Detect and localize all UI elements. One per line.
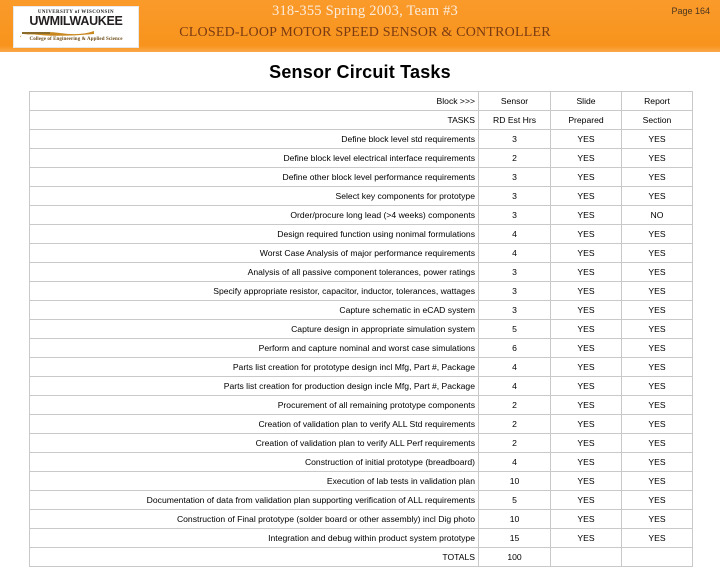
task-name-cell: Define other block level performance requirements: [30, 168, 479, 187]
task-hours-cell: 6: [479, 339, 551, 358]
slide-prepared-cell: YES: [551, 491, 622, 510]
deck-title: 318-355 Spring 2003, Team #3: [272, 3, 458, 19]
task-name-cell: Define block level std requirements: [30, 130, 479, 149]
task-name-cell: Parts list creation for prototype design incl Mfg, Part #, Package: [30, 358, 479, 377]
task-name-cell: Construction of Final prototype (solder board or other assembly) incl Dig photo: [30, 510, 479, 529]
task-name-cell: Specify appropriate resistor, capacitor, inductor, tolerances, wattages: [30, 282, 479, 301]
table-header-row-2: [30, 111, 693, 130]
task-name-cell: Select key components for prototype: [30, 187, 479, 206]
task-name-cell: Creation of validation plan to verify ALL Perf requirements: [30, 434, 479, 453]
table-row: [30, 187, 693, 206]
task-hours-cell: 2: [479, 415, 551, 434]
table-row: [30, 206, 693, 225]
slide-prepared-cell: YES: [551, 472, 622, 491]
task-hours-cell: 4: [479, 358, 551, 377]
task-hours-cell: 2: [479, 149, 551, 168]
table-row: [30, 529, 693, 548]
totals-label: TOTALS: [30, 548, 479, 567]
slide-prepared-cell: YES: [551, 282, 622, 301]
header-prepared: Prepared: [551, 111, 622, 130]
table-row: [30, 358, 693, 377]
report-section-cell: YES: [622, 491, 693, 510]
task-name-cell: Analysis of all passive component tolerances, power ratings: [30, 263, 479, 282]
task-name-cell: Procurement of all remaining prototype components: [30, 396, 479, 415]
table-row: [30, 472, 693, 491]
header-section: Section: [622, 111, 693, 130]
logo-swoosh-icon: [20, 30, 94, 38]
task-name-cell: Parts list creation for production design incle Mfg, Part #, Package: [30, 377, 479, 396]
slide-prepared-cell: YES: [551, 377, 622, 396]
report-section-cell: YES: [622, 472, 693, 491]
task-name-cell: Capture schematic in eCAD system: [30, 301, 479, 320]
table-row: [30, 320, 693, 339]
totals-row: [30, 548, 693, 567]
slide-prepared-cell: YES: [551, 301, 622, 320]
slide-prepared-cell: YES: [551, 263, 622, 282]
table-row: [30, 168, 693, 187]
header-block-slide: Slide: [551, 92, 622, 111]
table-row: [30, 244, 693, 263]
task-hours-cell: 10: [479, 472, 551, 491]
task-hours-cell: 4: [479, 225, 551, 244]
task-hours-cell: 10: [479, 510, 551, 529]
slide-prepared-cell: YES: [551, 529, 622, 548]
table-row: [30, 282, 693, 301]
task-hours-cell: 3: [479, 282, 551, 301]
task-name-cell: Define block level electrical interface requirements: [30, 149, 479, 168]
table-row: [30, 263, 693, 282]
header-banner: [0, 0, 720, 52]
page-number: Page 164: [671, 6, 710, 16]
task-name-cell: Construction of initial prototype (breadboard): [30, 453, 479, 472]
task-hours-cell: 3: [479, 206, 551, 225]
task-hours-cell: 3: [479, 168, 551, 187]
task-hours-cell: 2: [479, 396, 551, 415]
totals-report: [622, 548, 693, 567]
totals-hours: 100: [479, 548, 551, 567]
table-row: [30, 491, 693, 510]
table-row: [30, 415, 693, 434]
task-name-cell: Creation of validation plan to verify ALL Std requirements: [30, 415, 479, 434]
table-row: [30, 301, 693, 320]
report-section-cell: YES: [622, 282, 693, 301]
slide-prepared-cell: YES: [551, 453, 622, 472]
table-row: [30, 225, 693, 244]
slide-prepared-cell: YES: [551, 396, 622, 415]
deck-subtitle: CLOSED-LOOP MOTOR SPEED SENSOR & CONTROLLER: [179, 25, 551, 40]
table-row: [30, 453, 693, 472]
slide-prepared-cell: YES: [551, 168, 622, 187]
report-section-cell: YES: [622, 187, 693, 206]
task-hours-cell: 5: [479, 491, 551, 510]
task-name-cell: Integration and debug within product system prototype: [30, 529, 479, 548]
task-hours-cell: 2: [479, 434, 551, 453]
page-title: Sensor Circuit Tasks: [269, 62, 451, 82]
slide-prepared-cell: YES: [551, 244, 622, 263]
table-row: [30, 339, 693, 358]
logo-college-line: College of Engineering & Applied Science: [29, 37, 123, 42]
report-section-cell: YES: [622, 415, 693, 434]
report-section-cell: YES: [622, 339, 693, 358]
slide-prepared-cell: YES: [551, 206, 622, 225]
slide-prepared-cell: YES: [551, 149, 622, 168]
task-hours-cell: 3: [479, 301, 551, 320]
report-section-cell: YES: [622, 320, 693, 339]
task-name-cell: Design required function using nonimal formulations: [30, 225, 479, 244]
task-hours-cell: 4: [479, 377, 551, 396]
table-header-row-1: [30, 92, 693, 111]
slide-prepared-cell: YES: [551, 187, 622, 206]
slide-prepared-cell: YES: [551, 339, 622, 358]
totals-slide: [551, 548, 622, 567]
table-row: [30, 130, 693, 149]
report-section-cell: YES: [622, 168, 693, 187]
header-tasks-label: TASKS: [30, 111, 479, 130]
header-block-report: Report: [622, 92, 693, 111]
report-section-cell: YES: [622, 434, 693, 453]
report-section-cell: YES: [622, 358, 693, 377]
report-section-cell: YES: [622, 529, 693, 548]
task-name-cell: Order/procure long lead (>4 weeks) components: [30, 206, 479, 225]
task-name-cell: Perform and capture nominal and worst case simulations: [30, 339, 479, 358]
task-name-cell: Worst Case Analysis of major performance requirements: [30, 244, 479, 263]
table-row: [30, 149, 693, 168]
task-hours-cell: 5: [479, 320, 551, 339]
sensor-circuit-tasks-table: [29, 91, 693, 567]
header-block-label: Block >>>: [30, 92, 479, 111]
table-row: [30, 377, 693, 396]
task-hours-cell: 3: [479, 263, 551, 282]
task-hours-cell: 4: [479, 453, 551, 472]
slide-prepared-cell: YES: [551, 320, 622, 339]
report-section-cell: YES: [622, 149, 693, 168]
slide-prepared-cell: YES: [551, 130, 622, 149]
table-row: [30, 434, 693, 453]
report-section-cell: YES: [622, 301, 693, 320]
report-section-cell: NO: [622, 206, 693, 225]
logo-university-line: UNIVERSITY of WISCONSIN: [37, 10, 115, 15]
table-row: [30, 510, 693, 529]
task-hours-cell: 4: [479, 244, 551, 263]
table-row: [30, 396, 693, 415]
task-hours-cell: 3: [479, 130, 551, 149]
slide-prepared-cell: YES: [551, 225, 622, 244]
report-section-cell: YES: [622, 225, 693, 244]
task-hours-cell: 3: [479, 187, 551, 206]
slide-prepared-cell: YES: [551, 358, 622, 377]
task-name-cell: Execution of lab tests in validation plan: [30, 472, 479, 491]
slide-prepared-cell: YES: [551, 510, 622, 529]
report-section-cell: YES: [622, 130, 693, 149]
report-section-cell: YES: [622, 396, 693, 415]
header-rd-est-hrs: RD Est Hrs: [479, 111, 551, 130]
logo-wordmark: UWMILWAUKEE: [29, 14, 123, 28]
report-section-cell: YES: [622, 244, 693, 263]
report-section-cell: YES: [622, 263, 693, 282]
report-section-cell: YES: [622, 377, 693, 396]
header-block-sensor: Sensor: [479, 92, 551, 111]
task-name-cell: Capture design in appropriate simulation system: [30, 320, 479, 339]
report-section-cell: YES: [622, 510, 693, 529]
slide-prepared-cell: YES: [551, 415, 622, 434]
task-name-cell: Documentation of data from validation plan supporting verification of ALL requirements: [30, 491, 479, 510]
slide-prepared-cell: YES: [551, 434, 622, 453]
task-hours-cell: 15: [479, 529, 551, 548]
report-section-cell: YES: [622, 453, 693, 472]
